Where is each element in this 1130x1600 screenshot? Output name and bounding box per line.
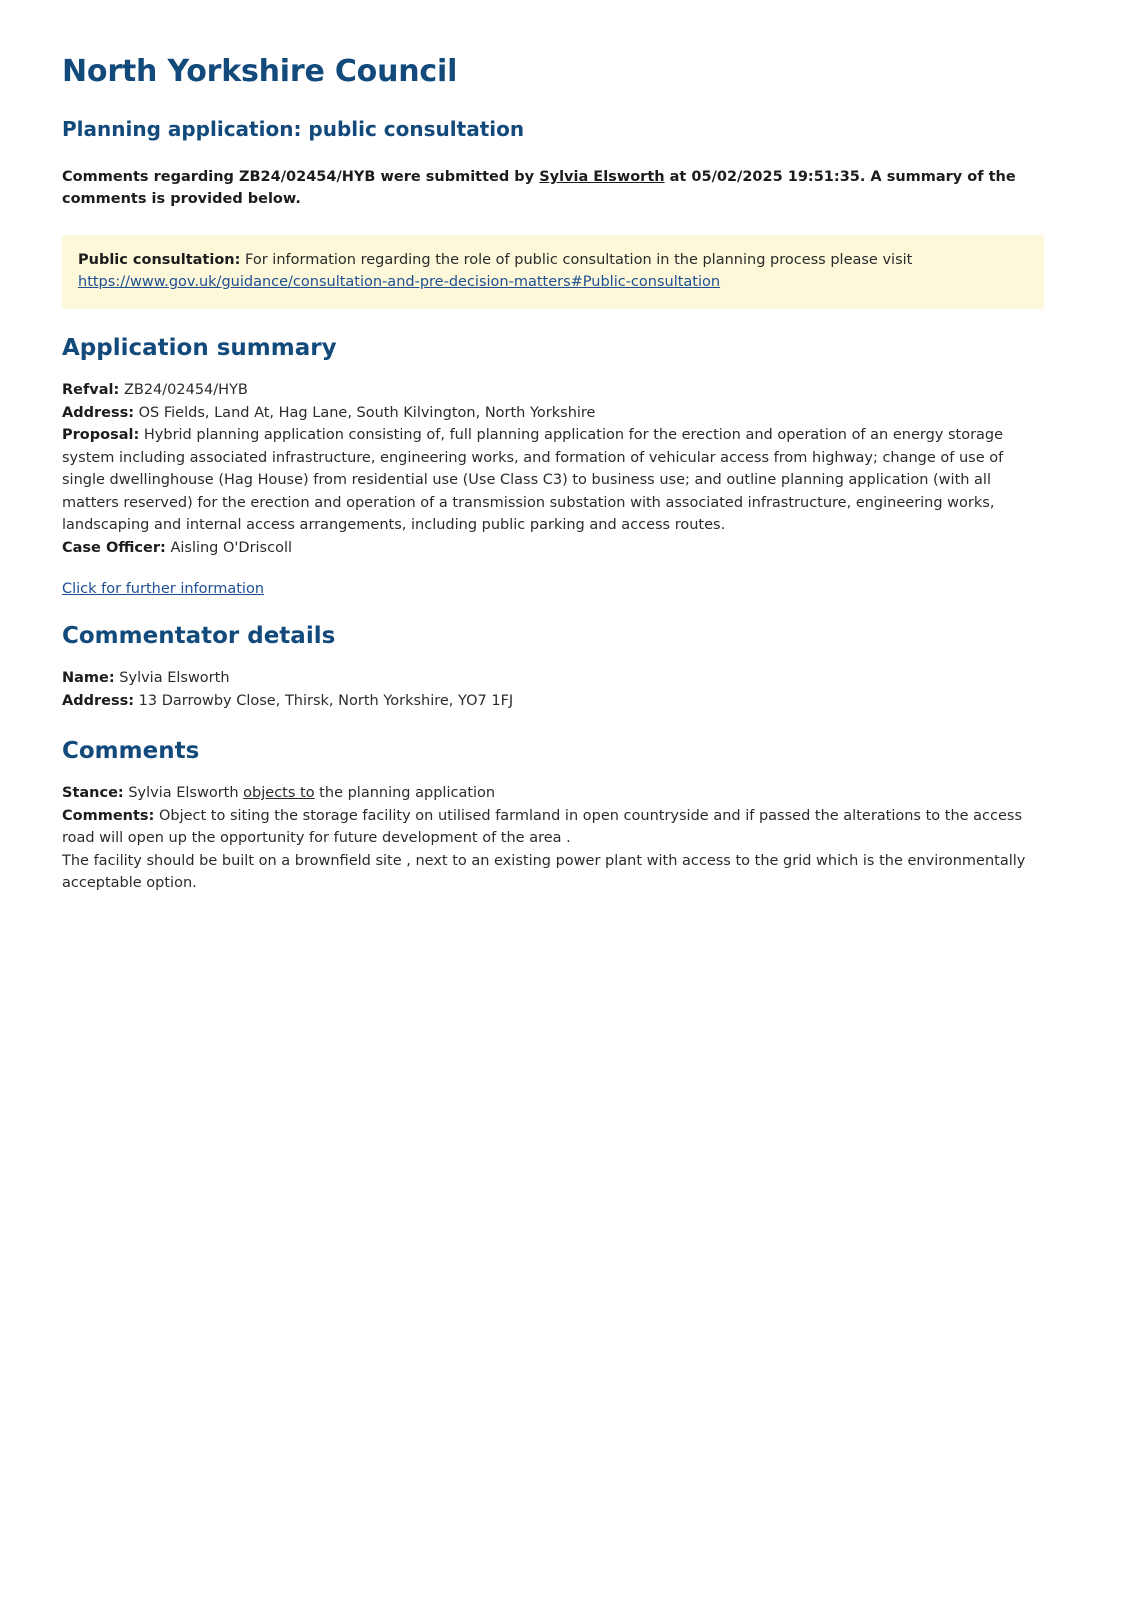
proposal-label: Proposal: (62, 427, 140, 444)
commentator-address-label: Address: (62, 692, 135, 709)
commentator-details-heading: Commentator details (62, 623, 336, 650)
comments-paragraph-1: Object to siting the storage facility on utilised farmland in open countryside and if passed the alterations to the access road will open up the opportunity for future development of the area . (62, 807, 1023, 847)
refval-row (62, 379, 1047, 401)
stance-label: Stance: (62, 785, 124, 802)
address-label: Address: (62, 404, 135, 421)
page-title: North Yorkshire Council (62, 54, 458, 89)
stance-row (62, 782, 1047, 804)
commentator-details-fields (62, 667, 1047, 712)
comments-fields (62, 782, 1047, 894)
further-information-line (62, 581, 1068, 597)
refval-label: Refval: (62, 382, 120, 399)
comments-row (62, 805, 1047, 850)
stance-person: Sylvia Elsworth (128, 785, 244, 802)
notice-label: Public consultation: (78, 251, 241, 268)
public-consultation-notice (62, 235, 1044, 310)
refval-value: ZB24/02454/HYB (123, 382, 248, 399)
address-value: OS Fields, Land At, Hag Lane, South Kilvington, North Yorkshire (138, 404, 596, 421)
commentator-name-row (62, 667, 1047, 689)
further-information-link[interactable]: Click for further information (62, 581, 265, 598)
consultation-guidance-link[interactable]: https://www.gov.uk/guidance/consultation-and-pre-decision-matters#Public-consultation (78, 273, 721, 290)
document-subtitle: Planning application: public consultation (62, 117, 525, 141)
proposal-row (62, 424, 1047, 536)
commentator-address-row (62, 690, 1047, 712)
commentator-name-value: Sylvia Elsworth (119, 670, 230, 687)
comments-heading: Comments (62, 738, 200, 765)
case-officer-label: Case Officer: (62, 539, 166, 556)
application-summary-fields (62, 379, 1047, 559)
notice-text: For information regarding the role of public consultation in the planning process please visit (240, 251, 913, 268)
application-summary-heading: Application summary (62, 335, 337, 362)
case-officer-row (62, 537, 1047, 559)
case-officer-value: Aisling O'Driscoll (170, 539, 293, 556)
comments-paragraph-2-row (62, 850, 1047, 895)
commentator-name-label: Name: (62, 670, 115, 687)
proposal-value: Hybrid planning application consisting of, full planning application for the erection and operation of an energy storage system including associated infrastructure, engineering works, and formation of vehicular access from highway; change of use of single dwellinghouse (Hag House) from residential use (Use Class C3) to business use; and outline planning application (with all matters reserved) for the erection and operation of a transmission substation with associated infrastructure, engineering works, landscaping and internal access arrangements, including public parking and access routes. (62, 427, 1004, 534)
commentator-address-value: 13 Darrowby Close, Thirsk, North Yorkshire, YO7 1FJ (138, 692, 514, 709)
stance-action: objects to (243, 785, 315, 802)
address-row (62, 402, 1047, 424)
submission-summary-suffix: at 05/02/2025 19:51:35. A summary of the comments is provided below. (62, 169, 1016, 207)
commenter-name-link[interactable]: Sylvia Elsworth (539, 169, 665, 185)
comments-paragraph-2: The facility should be built on a brownfield site , next to an existing power plant with access to the grid which is the environmentally acceptable option. (62, 852, 1026, 891)
submission-summary-prefix: Comments regarding ZB24/02454/HYB were submitted by (62, 169, 540, 185)
submission-summary (62, 167, 1047, 211)
stance-tail: the planning application (314, 785, 496, 802)
comments-label: Comments: (62, 807, 155, 824)
